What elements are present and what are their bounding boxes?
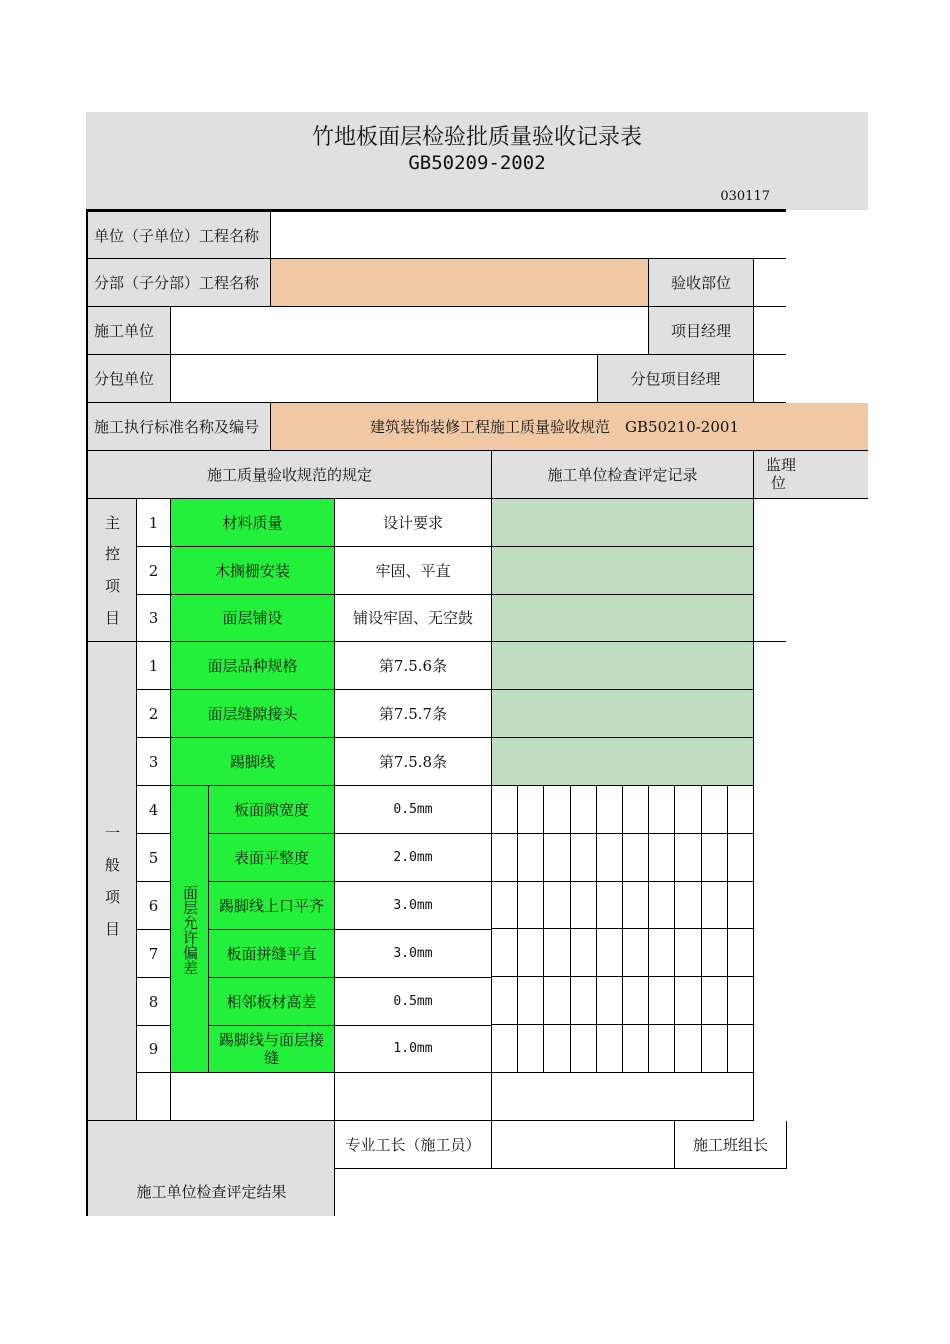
main-control-char-3: 项 [104,577,120,595]
measurement-cell[interactable] [518,929,544,977]
deviation-row-item: 踢脚线与面层接缝 [209,1026,335,1073]
deviation-row-item: 表面平整度 [209,834,335,882]
measurement-cell[interactable] [702,977,728,1025]
measurement-cell[interactable] [649,834,675,882]
main-row-spec: 设计要求 [335,499,492,547]
subcontract-unit-label: 分包单位 [88,355,171,403]
measurement-grid [492,786,754,1073]
subcontract-manager-value[interactable] [754,355,786,403]
acceptance-part-value[interactable] [754,259,786,307]
blank-row-record[interactable] [492,1073,754,1121]
measurement-cell[interactable] [492,929,518,977]
general-row-item: 面层缝隙接头 [171,690,335,738]
unit-project-value[interactable] [271,212,786,259]
measurement-cell[interactable] [597,929,623,977]
main-row-record[interactable] [492,595,754,642]
measurement-cell[interactable] [623,1025,649,1073]
general-group [88,642,137,1121]
measurement-cell[interactable] [492,786,518,834]
measurement-cell[interactable] [623,882,649,930]
measurement-cell[interactable] [728,786,754,834]
standard-code: GB50209-2002 [408,151,546,174]
general-row-no: 3 [137,738,171,786]
measurement-cell[interactable] [649,882,675,930]
general-row-item: 踢脚线 [171,738,335,786]
main-row-no: 3 [137,595,171,642]
general-row-spec: 第7.5.8条 [335,738,492,786]
general-row-record[interactable] [492,738,754,786]
measurement-cell[interactable] [544,834,570,882]
main-row-no: 2 [137,547,171,595]
general-row-no: 2 [137,690,171,738]
measurement-cell[interactable] [492,1025,518,1073]
measurement-cell[interactable] [518,882,544,930]
form-code: 030117 [720,189,770,204]
measurement-cell[interactable] [492,834,518,882]
measurement-cell[interactable] [597,786,623,834]
construction-unit-value[interactable] [171,307,649,355]
measurement-cell[interactable] [571,834,597,882]
general-char-3: 项 [104,888,120,906]
supervisor-header-line1: 监理 [766,456,796,474]
measurement-cell[interactable] [571,786,597,834]
main-row-item: 材料质量 [171,499,335,547]
measurement-cell[interactable] [702,786,728,834]
main-row-no: 1 [137,499,171,547]
acceptance-part-label: 验收部位 [649,259,754,307]
spec-header: 施工质量验收规范的规定 [88,451,492,499]
deviation-group-label: 面层允许偏差 [181,885,199,975]
measurement-cell[interactable] [518,834,544,882]
measurement-cell[interactable] [518,786,544,834]
deviation-row-no: 4 [137,786,171,834]
deviation-row-spec: 3.0mm [335,930,492,978]
deviation-row-spec: 2.0mm [335,834,492,882]
measurement-cell[interactable] [675,977,701,1025]
measurement-cell[interactable] [597,1025,623,1073]
measurement-cell[interactable] [597,882,623,930]
result-label: 施工单位检查评定结果 [136,1183,287,1201]
measurement-cell[interactable] [544,929,570,977]
main-row-spec: 铺设牢固、无空鼓 [335,595,492,642]
general-row-spec: 第7.5.6条 [335,642,492,690]
sub-project-value[interactable] [271,259,649,307]
measurement-cell[interactable] [649,929,675,977]
measurement-cell[interactable] [544,786,570,834]
unit-project-label: 单位（子单位）工程名称 [88,212,271,259]
measurement-cell[interactable] [571,882,597,930]
main-control-char-1: 主 [104,514,120,532]
measurement-cell[interactable] [649,786,675,834]
measurement-cell[interactable] [675,929,701,977]
measurement-cell[interactable] [492,977,518,1025]
measurement-cell[interactable] [649,977,675,1025]
main-control-char-4: 目 [104,609,120,627]
main-row-record[interactable] [492,547,754,595]
measurement-cell[interactable] [544,882,570,930]
measurement-cell[interactable] [649,1025,675,1073]
page-title: 竹地板面层检验批质量验收记录表 [311,124,642,150]
measurement-cell[interactable] [728,929,754,977]
standard-label: 施工执行标准名称及编号 [88,403,271,451]
measurement-cell[interactable] [518,977,544,1025]
general-row-record[interactable] [492,642,754,690]
main-row-record[interactable] [492,499,754,547]
foreman-label: 专业工长（施工员） [335,1121,492,1169]
deviation-row-no: 9 [137,1026,171,1073]
main-row-spec: 牢固、平直 [335,547,492,595]
deviation-row-no: 6 [137,882,171,930]
general-row-no: 1 [137,642,171,690]
deviation-row-item: 板面隙宽度 [209,786,335,834]
measurement-cell[interactable] [702,834,728,882]
measurement-cell[interactable] [544,1025,570,1073]
record-header: 施工单位检查评定记录 [492,451,754,499]
general-row-record[interactable] [492,690,754,738]
deviation-row-no: 5 [137,834,171,882]
blank-row-spec [335,1073,492,1121]
general-char-1: 一 [104,824,120,842]
measurement-cell[interactable] [571,977,597,1025]
general-row-item: 面层品种规格 [171,642,335,690]
measurement-cell[interactable] [518,1025,544,1073]
deviation-row-spec: 0.5mm [335,978,492,1026]
measurement-cell[interactable] [728,834,754,882]
subcontract-manager-label: 分包项目经理 [598,355,754,403]
measurement-cell[interactable] [492,882,518,930]
general-char-2: 般 [104,856,120,874]
measurement-cell[interactable] [702,929,728,977]
standard-value[interactable]: 建筑装饰装修工程施工质量验收规范 GB50210-2001 [271,403,868,451]
blank-row-item [171,1073,335,1121]
measurement-cell[interactable] [571,929,597,977]
deviation-row-item: 相邻板材高差 [209,978,335,1026]
measurement-cell[interactable] [623,786,649,834]
main-row-item: 面层铺设 [171,595,335,642]
measurement-cell[interactable] [675,834,701,882]
deviation-row-item: 踢脚线上口平齐 [209,882,335,930]
deviation-row-no: 7 [137,930,171,978]
deviation-row-item: 板面拼缝平直 [209,930,335,978]
subcontract-unit-value[interactable] [171,355,598,403]
measurement-cell[interactable] [544,977,570,1025]
general-supervisor-cell[interactable] [754,642,786,1121]
team-leader-label: 施工班组长 [675,1121,787,1169]
main-control-char-2: 控 [104,545,120,563]
measurement-cell[interactable] [571,1025,597,1073]
measurement-cell[interactable] [597,834,623,882]
measurement-cell[interactable] [702,882,728,930]
deviation-row-no: 8 [137,978,171,1026]
measurement-cell[interactable] [675,882,701,930]
measurement-cell[interactable] [623,834,649,882]
measurement-cell[interactable] [597,977,623,1025]
foreman-value[interactable] [492,1121,675,1169]
measurement-cell[interactable] [675,1025,701,1073]
measurement-cell[interactable] [623,929,649,977]
project-manager-label: 项目经理 [649,307,754,355]
deviation-row-spec: 1.0mm [335,1026,492,1073]
general-row-spec: 第7.5.7条 [335,690,492,738]
general-char-4: 目 [104,920,120,938]
deviation-row-spec: 0.5mm [335,786,492,834]
blank-row-no [137,1073,171,1121]
main-row-item: 木搁栅安装 [171,547,335,595]
construction-unit-label: 施工单位 [88,307,171,355]
measurement-cell[interactable] [728,977,754,1025]
sub-project-label: 分部（子分部）工程名称 [88,259,271,307]
measurement-cell[interactable] [728,1025,754,1073]
measurement-cell[interactable] [728,882,754,930]
deviation-row-spec: 3.0mm [335,882,492,930]
measurement-cell[interactable] [623,977,649,1025]
project-manager-value[interactable] [754,307,786,355]
measurement-cell[interactable] [702,1025,728,1073]
main-supervisor-cell[interactable] [754,499,786,642]
measurement-cell[interactable] [675,786,701,834]
supervisor-header-line2: 位 [771,474,787,492]
